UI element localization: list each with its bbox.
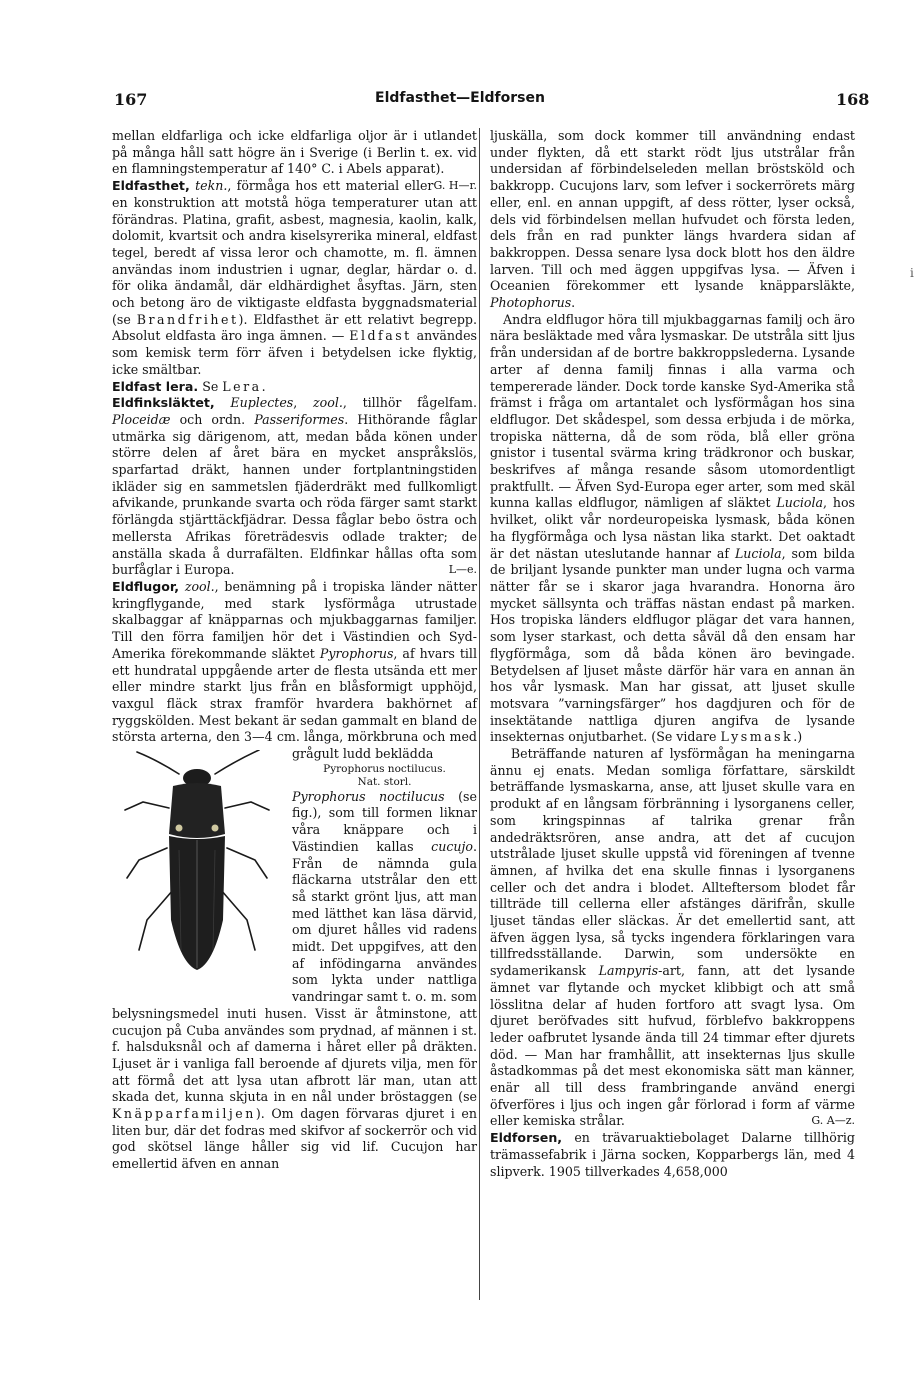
entry-eldflugor: Eldflugor, zool., benämning på i tropiska länder nätter kringflygande, med stark lysförmåga utrustade skalbaggar af knäpparnas och mjukbaggarnas familjer. Till den förra familjen hör det i Västindien och Syd-Amerika förekommande släktet Pyrophorus, af hvars till ett hundratal uppgående arter de flesta utsända ett mer eller mindre starkt ljus från en blåsformigt upphöjd, vaxgul fläck strax framför hvardera bakhörnet af ryggskölden. Mest bekant är sedan gammalt en bland de största arterna, den 3—4 cm. långa, mörkbruna och med grågult ludd beklädda	[112, 579, 477, 763]
column-divider	[479, 128, 480, 1300]
author-signature: L—e.	[448, 563, 477, 577]
margin-mark: i	[910, 266, 914, 280]
entry-eldfast-lera: Eldfast lera. Se Lera.	[112, 378, 266, 394]
paragraph-lysformaga: Beträffande naturen af lysförmågan ha meningarna ännu ej enats. Medan somliga författare, särskildt beträffande lysmaskarna, anse, att ljuset skulle vara en produkt af en långsam förbränning i lysorganens celler, som kringspinnas af talrika grenar från andedräktsrören, anse andra, att det af cucujon utstrålade ljuset skulle uppstå vid föreningen af tvenne ämnen, af hvilka det ena skulle finnas i lysorganens celler och det andra i blodet. Allteftersom blodet får tillträde till cellerna eller afstänges därifrån, skulle ljuset tändas eller släckas. Är det emellertid sant, att äfven äggen lysa, så tycks ingendera förklaringen vara tillfredsställande. Darwin, som undersökte en sydamerikansk Lampyris-art, fann, att det lysande ämnet var flytande och mycket klibbigt och att små lösslitna delar af huden fortforo att svagt lysa. Om djuret beröfvades sitt hufvud, förblefvo bakkroppens leder oafbrutet lysande ända till 24 timmar efter djurets död. — Man har framhållit, att insekternas ljus skulle åstadkommas på det mest ekonomiska sätt man känner, enär all till dess frambringande använd energi öfverföres i ljus och ingen går förlorad i form af värme eller kemiska strålar. G. A—z.	[490, 746, 855, 1129]
headword: Eldfasthet,	[112, 178, 190, 194]
cross-reference: Brandfrihet	[136, 311, 239, 327]
author-signature: G. H—r.	[433, 179, 477, 193]
headword: Eldforsen,	[490, 1130, 563, 1146]
author-signature: G. A—z.	[811, 1114, 855, 1128]
entry-eldfinkslaktet: Eldfinksläktet, Euplectes, zool., tillhör fågelfam. Ploceidæ och ordn. Passeriformes. Hithörande fåglar utmärka sig därigenom, att, medan båda könen under större delen af året bära en mycket anspråkslös, sparfartad dräkt, hannen under fortplantningstiden ikläder sig en sammetslen fjäderdräkt med fullkomligt afvikande, prunkande svarta och röda färger samt starkt förlängda stjärttäckfjädrar. Dessa fåglar bebo östra och mellersta Afrikas företrädesvis odlade trakter; de anställa skada å durrafälten. Eldfinkar hållas ofta som burfåglar i Europa. L—e.	[112, 395, 478, 578]
right-column	[490, 128, 855, 1180]
paragraph-mjukbaggar: Andra eldflugor höra till mjukbaggarnas familj och äro nära besläktade med våra lysmaskar. De utstråla sitt ljus från undersidan af de bortre bakkroppslederna. Lysande arter af denna familj finnas i alla varma och tempererade länder. Dock torde kanske Syd-Amerika stå främst i fråga om artantalet och lysförmågan hos sina eldflugor. Det skådespel, som dessa erbjuda i de mörka, tropiska nätterna, då de som röda, blå eller gröna gnistor i tusental svärma kring trädkronor och buskar, beskrifves af många resande såsom utomordentligt praktfullt. — Äfven Syd-Europa eger arter, som med skäl kunna kallas eldflugor, nämligen af släktet Luciola, hos hvilket, olikt vår nordeuropeiska lysmask, båda könen ha flygförmåga och lysa nästan lika starkt. Det oaktadt är det nästan uteslutande hannar af Luciola, som bilda de briljant lysande punkter man under lugna och varma nätter får se i skaror jaga hvarandra. Honorna äro mycket sällsynta och träffas nästan endast på marken. Hos tropiska länders eldflugor plägar det vara hannen, som lyser starkast, och detta såväl då den ensam har flygförmåga, som då båda könen äro bevingade. Betydelsen af ljuset måste därför här vara en annan än hos vår lysmask. Man har gissat, att ljuset skulle motsvara ”varningsfärger” hos dagdjuren och för de insektätande nattliga djuren angifva de lysande insekternas onjutbarhet. (Se vidare Lysmask.)	[490, 311, 856, 745]
headword: Eldfinksläktet,	[112, 395, 215, 411]
running-title: Eldfasthet—Eldforsen	[375, 90, 545, 106]
beetle-illustration-icon	[117, 750, 277, 972]
headword: Eldflugor,	[112, 578, 180, 594]
cross-reference: Lera	[222, 378, 262, 394]
term-emphasis: Eldfast	[349, 328, 412, 344]
cross-reference: Knäpparfamiljen	[112, 1106, 256, 1122]
entry-continuation: mellan eldfarliga och icke eldfarliga oljor är i utlandet på många håll satt högre än i Sverige (i Berlin t. ex. vid en flamningstemperatur af 140° C. i Abels apparat). G. H—r.	[112, 128, 477, 178]
beetle-figure	[112, 750, 282, 1002]
entry-eldflugor-continued: ljuskälla, som dock kommer till användning endast under flykten, då ett starkt rödt ljus utstrålar från undersidan af förbindelseleden mellan bröstsköld och bakkropp. Cucujons larv, som lefver i sockerrörets märg eller, enl. en annan uppgift, af dess rötter, lyser också, dels vid förbindelsen mellan hufvudet och första leden, dels från en rad punkter längs hvardera sidan af bakkroppen. Dessa senare lysa dock blott hos den äldre larven. Till och med äggen uppgifvas lysa. — Äfven i Oceanien förekommer ett lysande knäpparsläkte, Photophorus.	[490, 128, 855, 311]
page-header	[0, 90, 920, 112]
entry-eldfasthet: Eldfasthet, tekn., förmåga hos ett material eller en konstruktion att motstå höga temperaturer utan att förändras. Platina, grafit, asbest, magnesia, kaolin, kalk, dolomit, kvartsit och andra kiselsyrerika mineral, eldfast tegel, beredt af vissa leror och chamotte, m. fl. ämnen användas inom industrien i ugnar, deglar, härdar o. d. för olika ändamål, där eldhärdighet åsyftas. Järn, sten och betong äro de viktigaste eldfasta byggnadsmaterial (se Brandfrihet). Eldfasthet är ett relativt begrepp. Absolut eldfasta äro inga ämnen. — Eldfast användes som kemisk term förr äfven i betydelsen icke flyktig, icke smältbar.	[112, 178, 478, 377]
headword: Eldfast lera.	[112, 378, 199, 394]
page-number-left: 167	[114, 90, 148, 109]
entry-eldforsen: Eldforsen, en trävaruaktiebolaget Dalarne tillhörig trämassefabrik i Järna socken, Kopparbergs län, med 4 slipverk. 1905 tillverkades 4,658,000	[490, 1130, 855, 1179]
left-column: mellan eldfarliga och icke eldfarliga oljor är i utlandet på många håll satt högre än i Sverige (i Berlin t. ex. vid en flamningstemperatur af 140° C. i Abels apparat). G. H—r. Eldfasthet, tekn., förmåga hos ett material eller en konstruktion att motstå höga temperaturer utan att förändras. Platina, grafit, asbest, magnesia, kaolin, kalk, dolomit, kvartsit och andra kiselsyrerika mineral, eldfast tegel, beredt af vissa leror och chamotte, m. fl. ämnen användas inom industrien i ugnar, deglar, härdar o. d. för olika ändamål, där eldhärdighet åsyftas. Järn, sten och betong äro de viktigaste eldfasta byggnadsmaterial (se Brandfrihet). Eldfasthet är ett relativt begrepp. Absolut eldfasta äro inga ämnen. — Eldfast användes som kemisk term förr äfven i betydelsen icke flyktig, icke smältbar. Eldfast lera. Se Lera. Eldfinksläktet, Euplectes, zool., tillhör fågelfam. Ploceidæ och ordn. Passeriformes. Hithörande fåglar utmärka sig därigenom, att, medan båda könen under större delen af året bära en mycket anspråkslös, sparfartad dräkt, hannen under fortplantningstiden ikläder sig en sammetslen fjäderdräkt med fullkomligt afvikande, prunkande svarta och röda färger samt starkt förlängda stjärttäckfjädrar. Dessa fåglar bebo östra och mellersta Afrikas företrädesvis odlade trakter; de anställa skada å durrafälten. Eldfinkar hållas ofta som burfåglar i Europa. L—e. Eldflugor, zool., benämning på i tropiska länder nätter kringflygande, med stark lysförmåga utrustade skalbaggar af knäpparnas och mjukbaggarnas familjer. Till den förra familjen hör det i Västindien och Syd-Amerika förekommande släktet Pyrophorus, af hvars till ett hundratal uppgående arter de flesta utsända ett mer eller mindre starkt ljus från en blåsformigt upphöjd, vaxgul fläck strax framför hvardera bakhörnet af ryggskölden. Mest bekant är sedan gammalt en bland de största arterna, den 3—4 cm. långa, mörkbruna och med grågult ludd beklädda Pyrophorus noctilucus. Nat. storl. Pyrophorus noctilucus (se fig.), som till formen liknar våra knäppare och i Västindien kallas cucujo. Från de nämnda gula fläckarna utstrålar den ett så starkt grönt ljus, att man med lätthet kan läsa därvid, om djuret hålles vid radens midt. Det uppgifves, att den af infödingarna användes som lykta under nattliga vandringar samt t. o. m. som belysningsmedel inuti husen. Visst är åtminstone, att cucujon på Cuba användes som prydnad, af männen i st. f. halsduksnål och af damerna i håret eller på dräkten. Ljuset är i vanliga fall beroende af djurets vilja, men för att förmå det att lysa utan afbrott lär man, utan att skada det, kunna skjuta in en nål under bröstaggen (se Knäpparfamiljen). Om dagen förvaras djuret i en liten bur, där det fodras med skifvor af sockerrör och vid god skötsel länge håller sig vid lif. Cucujon har emellertid äfven en annan	[112, 128, 478, 1172]
page-number-right: 168	[836, 90, 870, 109]
figure-caption: Pyrophorus noctilucus. Nat. storl.	[323, 762, 446, 788]
cross-reference: Lysmask	[720, 729, 794, 745]
